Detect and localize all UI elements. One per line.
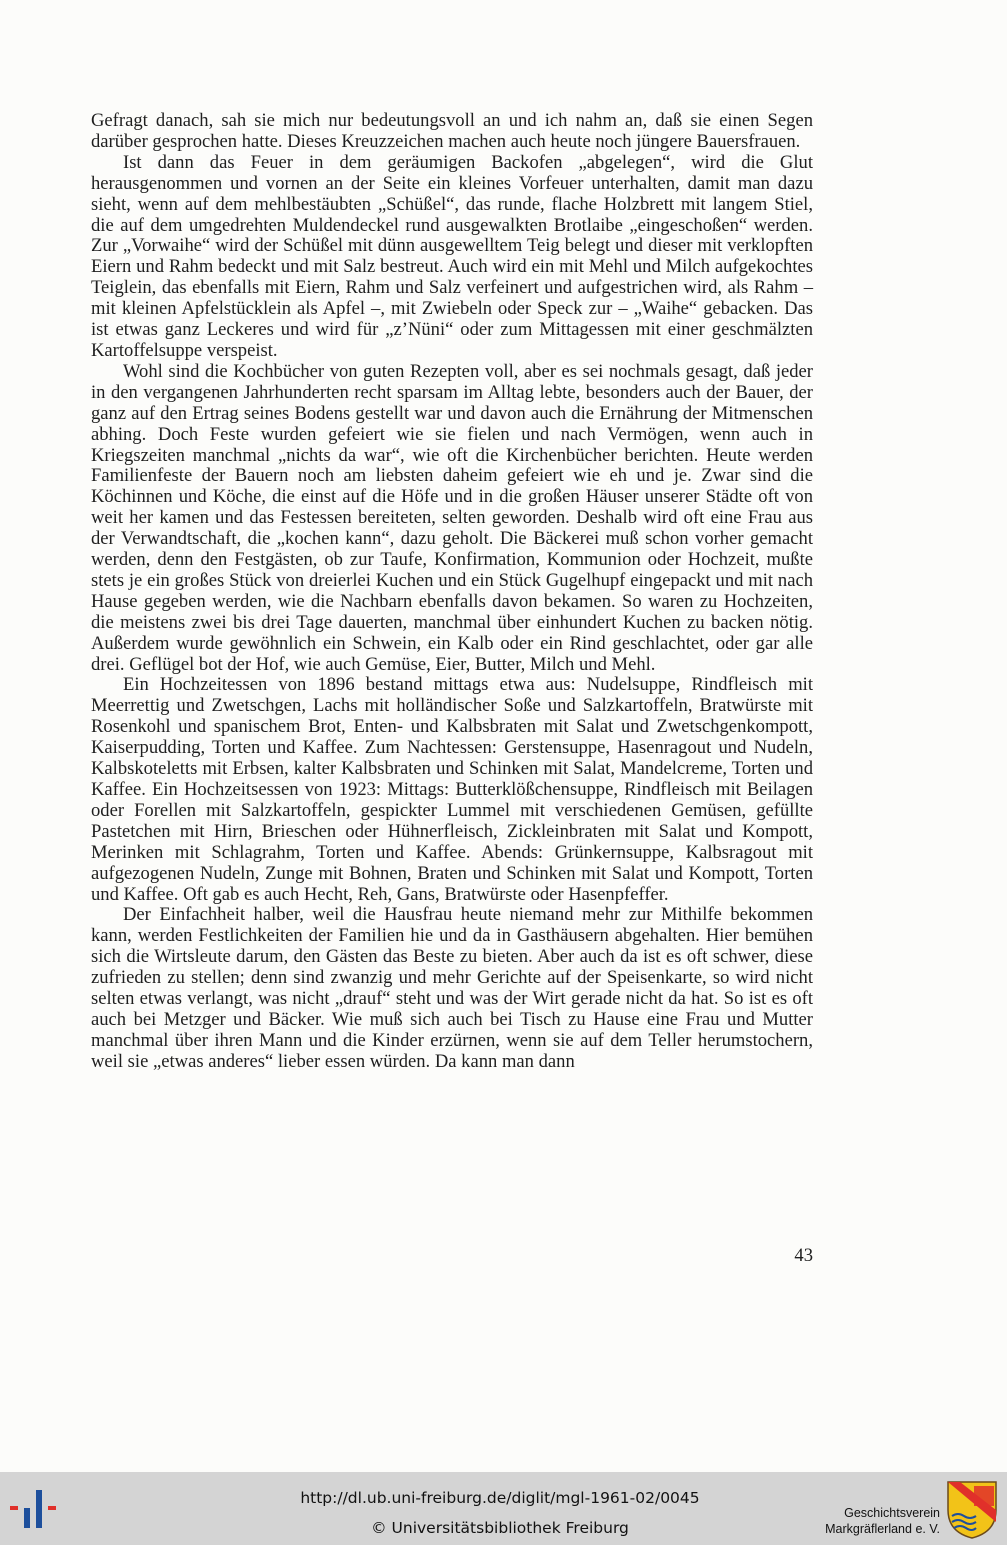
paragraph: Wohl sind die Kochbücher von guten Rezepten voll, aber es sei nochmals gesagt, daß jeder in den vergangenen Jahrhunderten recht sparsam im Alltag lebte, besonders auch der Bauer, der ganz auf den Ertrag seines Bodens gestellt war und davon auch die Ernährung der Mitmenschen abhing. Doch Feste wurden gefeiert wie sie fielen und nach Vermögen, wenn auch in Kriegszeiten manchmal „nichts da war“, wie oft die Kirchenbücher berichten. Heute werden Familienfeste der Bauern noch am liebsten daheim gefeiert wie eh und je. Zwar sind die Köchinnen und Köche, die einst auf die Höfe und in die großen Häuser unserer Städte oft von weit her kamen und das Festessen bereiteten, selten geworden. Deshalb wird oft eine Frau aus der Verwandtschaft, die „kochen kann“, dazu geholt. Die Bäckerei muß schon vorher gemacht werden, denn den Festgästen, ob zur Taufe, Konfirmation, Kommunion oder Hochzeit, mußte stets je ein großes Stück von dreierlei Kuchen und ein Stück Gugelhupf eingepackt und mit nach Hause gegeben werden, wie die Nachbarn ebenfalls davon bekamen. So waren zu Hochzeiten, die meistens zwei bis drei Tage dauerten, manchmal über einhundert Kuchen zu backen nötig. Außerdem wurde gewöhnlich ein Schwein, ein Kalb oder ein Rind geschlachtet, oder gar alle drei. Geflügel bot der Hof, wie auch Gemüse, Eier, Butter, Milch und Mehl. bbox=[91, 360, 813, 675]
paragraph: Gefragt danach, sah sie mich nur bedeutungsvoll an und ich nahm an, daß sie einen Segen darüber gesprochen hatte. Dieses Kreuzzeichen machen auch heute noch jüngere Bauersfrauen. bbox=[91, 110, 813, 152]
society-name bbox=[780, 1505, 940, 1537]
copyright-text: © Universitätsbibliothek Freiburg bbox=[371, 1519, 629, 1537]
paragraph: Der Einfachheit halber, weil die Hausfrau heute niemand mehr zur Mithilfe bekommen kann, werden Festlichkeiten der Familien hie und da in Gasthäusern abgehalten. Hier bemühen sich die Wirtsleute darum, den Gästen das Beste zu bieten. Aber auch da ist es oft schwer, diese zufrieden zu stellen; denn sind zwanzig und mehr Gerichte auf der Speisenkarte, so wird nicht selten etwas verlangt, was nicht „drauf“ steht und was der Wirt gerade nicht da hat. So ist es oft auch bei Metzger und Bäcker. Wie muß sich auch bei Tisch zu Hause eine Frau und Mutter manchmal über ihren Mann und die Kinder erzürnen, wenn sie auf dem Teller herumstochern, weil sie „etwas anderes“ lieber essen würden. Da kann man dann bbox=[91, 904, 813, 1072]
paragraph: Ein Hochzeitessen von 1896 bestand mittags etwa aus: Nudelsuppe, Rindfleisch mit Meerrettig und Zwetschgen, Lachs mit holländischer Soße und Salzkartoffeln, Bratwürste mit Rosenkohl und spanischem Brot, Enten- und Kalbsbraten mit Salat und Zwetschgenkompott, Kaiserpudding, Torten und Kaffee. Zum Nachtessen: Gerstensuppe, Hasenragout und Nudeln, Kalbskoteletts mit Erbsen, kalter Kalbsbraten und Schinken mit Salat, Mandelcreme, Torten und Kaffee. Ein Hochzeitsessen von 1923: Mittags: Butterklößchensuppe, Rindfleisch mit Beilagen oder Forellen mit Salzkartoffeln, gespickter Lummel mit verschiedenen Gemüsen, gefüllte Pastetchen mit Hirn, Brieschen oder Hühnerfleisch, Zickleinbraten mit Salat und Kompott, Merinken mit Schlagrahm, Torten und Kaffee. Abends: Grünkernsuppe, Kalbsragout mit aufgezogenen Nudeln, Zunge mit Bohnen, Braten und Schinken mit Salat und Kompott, Torten und Kaffee. Oft gab es auch Hecht, Reh, Gans, Bratwürste oder Hasenpfeffer. bbox=[91, 674, 813, 905]
footer-bar bbox=[0, 1472, 1007, 1545]
paragraph: Ist dann das Feuer in dem geräumigen Backofen „abgelegen“, wird die Glut herausgenommen und vornen an der Seite ein kleines Vorfeuer unterhalten, damit man dazu sieht, wenn auf dem mehlbestäubten „Schüßel“, das runde, flache Holzbrett mit langem Stiel, die auf dem umgedrehten Muldendeckel rund ausgewalkten Brotlaibe „eingeschoßen“ werden. Zur „Vorwaihe“ wird der Schüßel mit dünn ausgewelltem Teig belegt und dieser mit verklopften Eiern und Rahm bedeckt und mit Salz bestreut. Auch wird ein mit Mehl und Milch aufgekochtes Teiglein, das ebenfalls mit Eiern, Rahm und Salz verfeinert und aufgestrichen wird, als Rahm – mit kleinen Apfelstücklein als Apfel –, mit Zwiebeln oder Speck zur – „Waihe“ gebacken. Das ist etwas ganz Leckeres und wird für „z’Nüni“ oder zum Mittagessen mit einer geschmälzten Kartoffelsuppe verspeist. bbox=[91, 151, 813, 361]
society-line-1: Geschichtsverein bbox=[844, 1506, 940, 1520]
page-number: 43 bbox=[794, 1245, 813, 1266]
source-url-link[interactable]: http://dl.ub.uni-freiburg.de/diglit/mgl-1961-02/0045 bbox=[300, 1489, 700, 1507]
body-text bbox=[91, 111, 813, 1073]
library-logo-icon bbox=[10, 1486, 66, 1532]
society-line-2: Markgräflerland e. V. bbox=[825, 1522, 940, 1536]
coat-of-arms-icon bbox=[946, 1480, 998, 1540]
